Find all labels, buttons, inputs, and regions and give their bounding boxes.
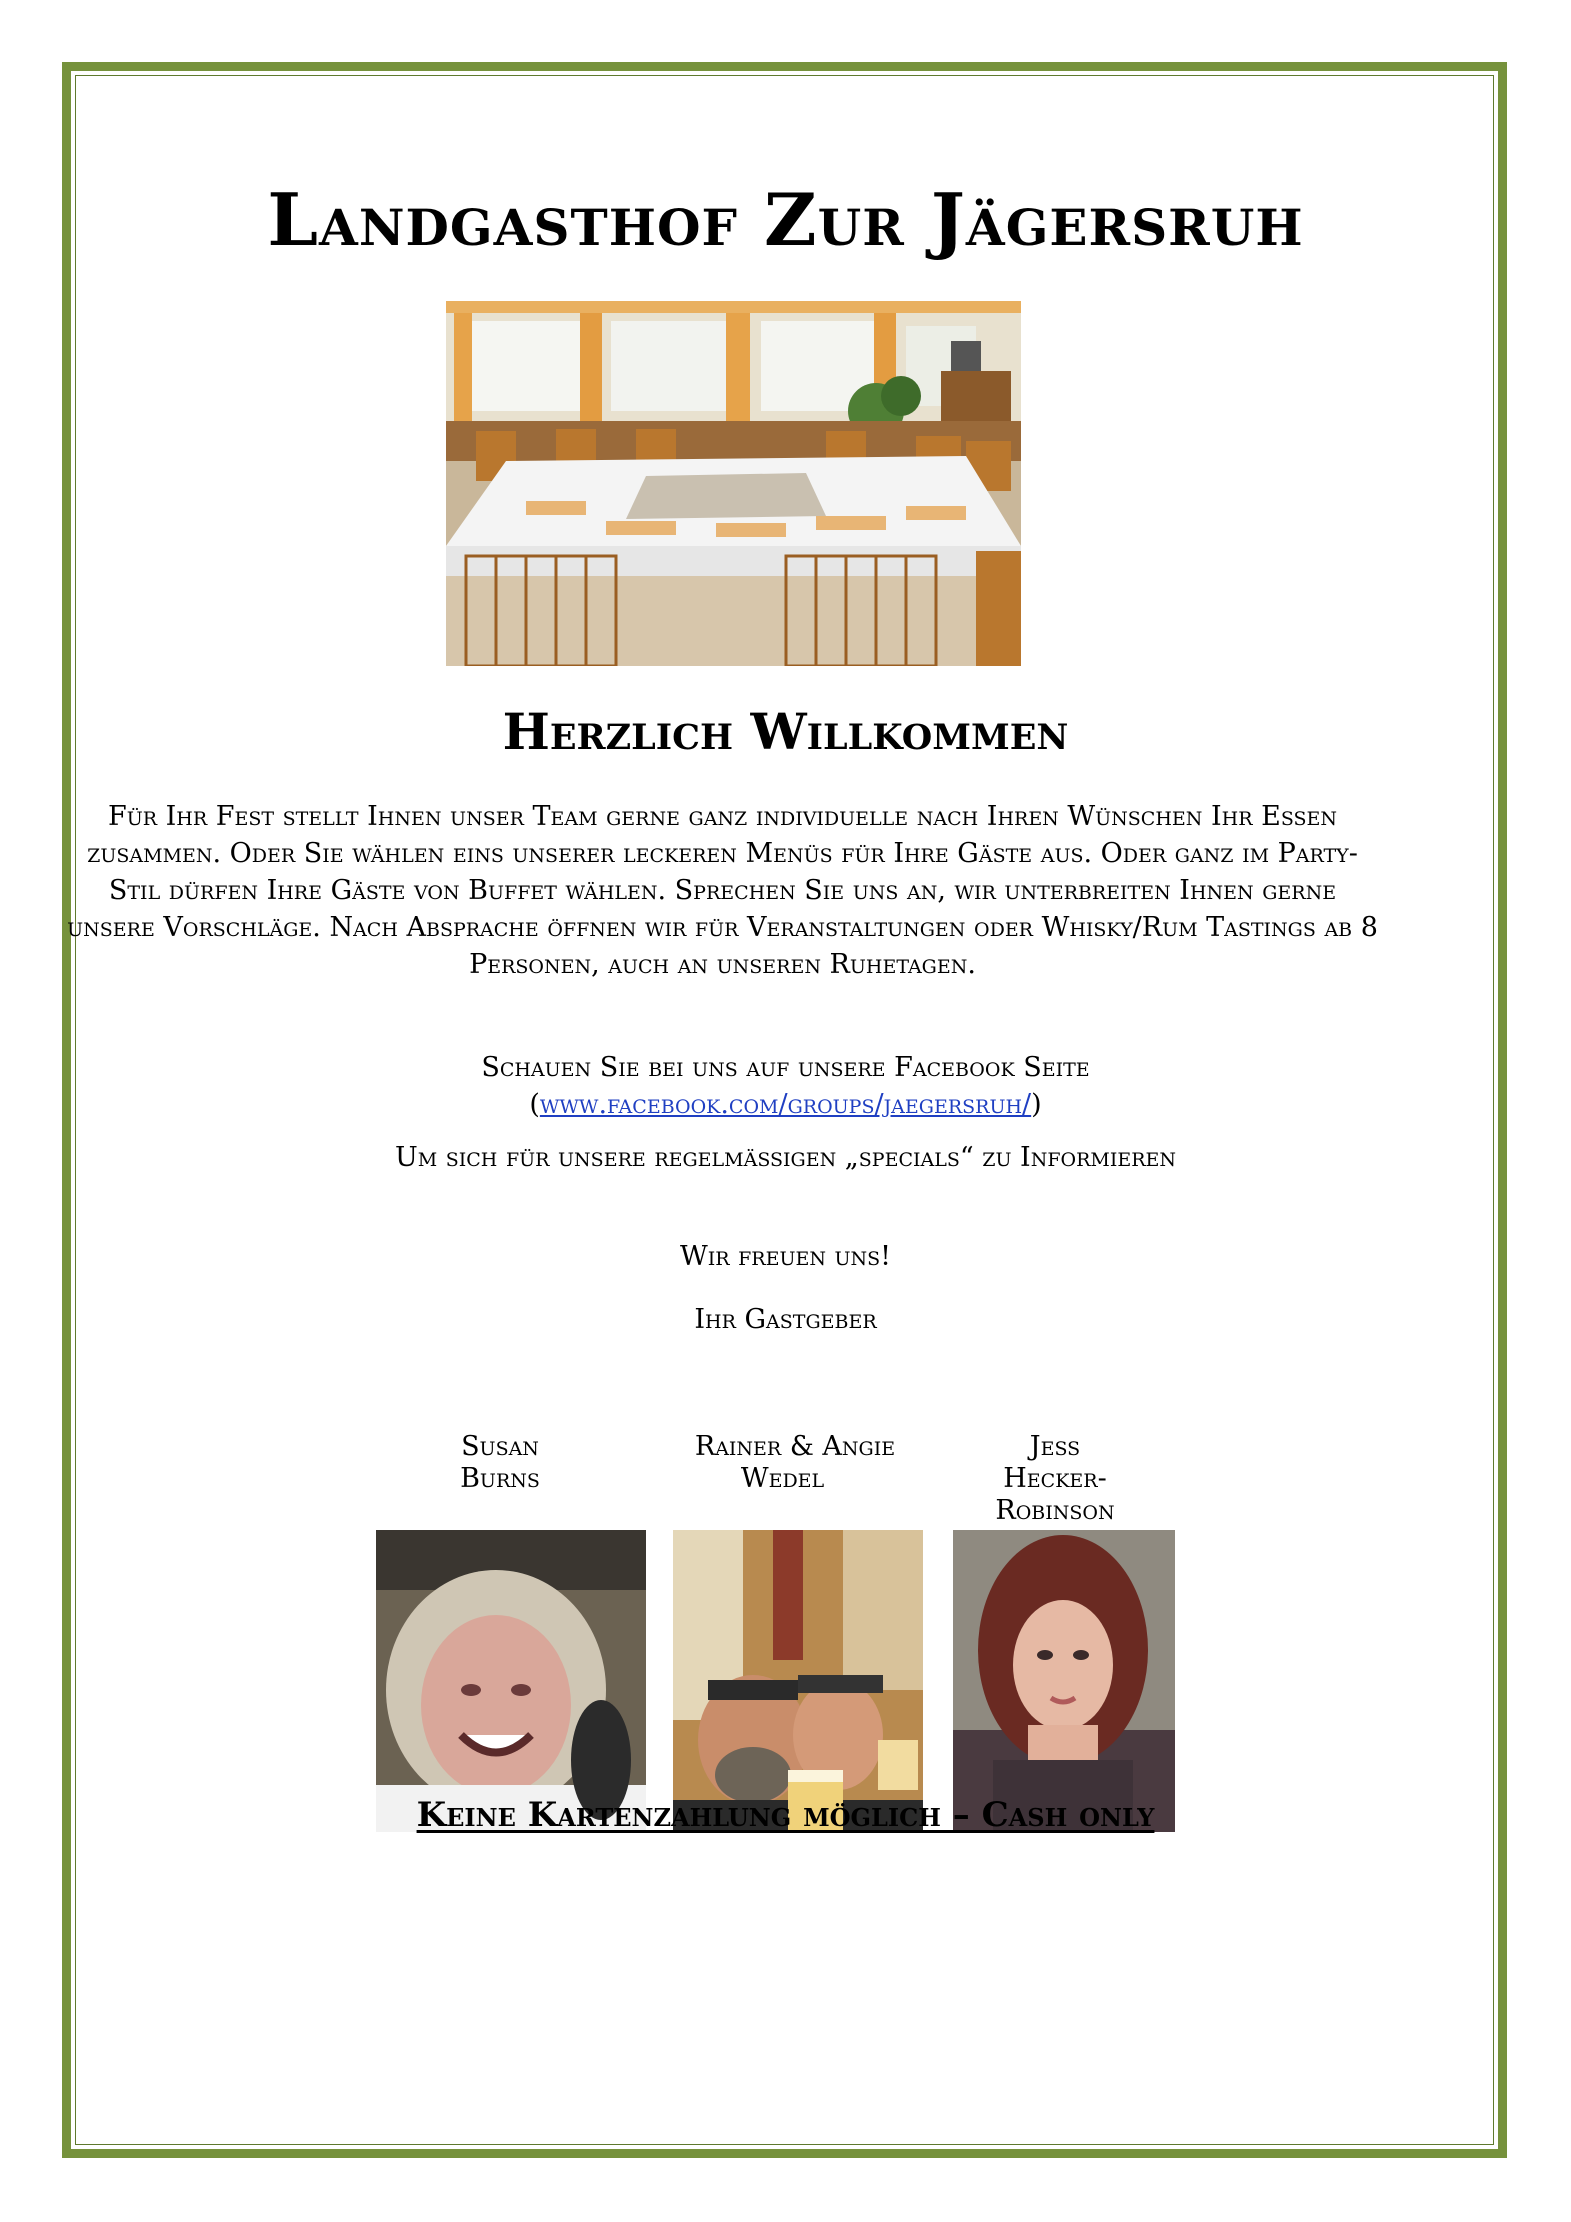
host-photo-jess xyxy=(953,1530,1175,1832)
host-name-line: Robinson xyxy=(995,1495,1115,1526)
facebook-link-line xyxy=(0,1086,1571,1123)
host-name-line: Jess xyxy=(1029,1431,1081,1462)
host-name-line: Burns xyxy=(460,1463,540,1494)
host-name-line: Hecker- xyxy=(1003,1463,1107,1494)
host-name-rainer-angie xyxy=(665,1431,925,1495)
open-paren: ( xyxy=(529,1089,540,1120)
page-title: Landgasthof Zur Jägersruh xyxy=(267,177,1304,262)
payment-notice: Keine Kartenzahlung möglich – Cash only xyxy=(416,1795,1155,1835)
host-name-susan xyxy=(415,1431,585,1495)
closing-greeting: Wir freuen uns! xyxy=(679,1241,892,1272)
welcome-heading: Herzlich Willkommen xyxy=(502,702,1069,761)
host-photo-rainer-angie xyxy=(673,1530,923,1832)
hosts-heading: Ihr Gastgeber xyxy=(694,1304,877,1335)
specials-text: Um sich für unsere regelmässigen „specials“ zu Informieren xyxy=(394,1142,1177,1173)
host-name-line: Rainer & Angie xyxy=(694,1431,896,1462)
facebook-link[interactable]: www.facebook.com/groups/jaegersruh/ xyxy=(539,1089,1032,1120)
intro-paragraph: Für Ihr Fest stellt Ihnen unser Team gerne ganz individuelle nach Ihren Wünschen Ihr Essen zusammen. Oder Sie wählen eins unserer leckeren Menüs für Ihre Gäste aus. Oder ganz im Party-Stil dürfen Ihre Gäste von Buffet wählen. Sprechen Sie uns an, wir unterbreiten Ihnen gerne unsere Vorschläge. Nach Absprache öffnen wir für Veranstaltungen oder Whisky/Rum Tastings ab 8 Personen, auch an unseren Ruhetagen. xyxy=(67,801,1378,980)
host-name-jess xyxy=(955,1431,1155,1527)
host-photo-susan xyxy=(376,1530,646,1832)
restaurant-photo xyxy=(446,301,1021,666)
close-paren: ) xyxy=(1031,1089,1042,1120)
host-name-line: Wedel xyxy=(740,1463,825,1494)
host-name-line: Susan xyxy=(461,1431,539,1462)
facebook-section xyxy=(0,1049,1571,1123)
facebook-text: Schauen Sie bei uns auf unsere Facebook Seite xyxy=(481,1052,1090,1083)
